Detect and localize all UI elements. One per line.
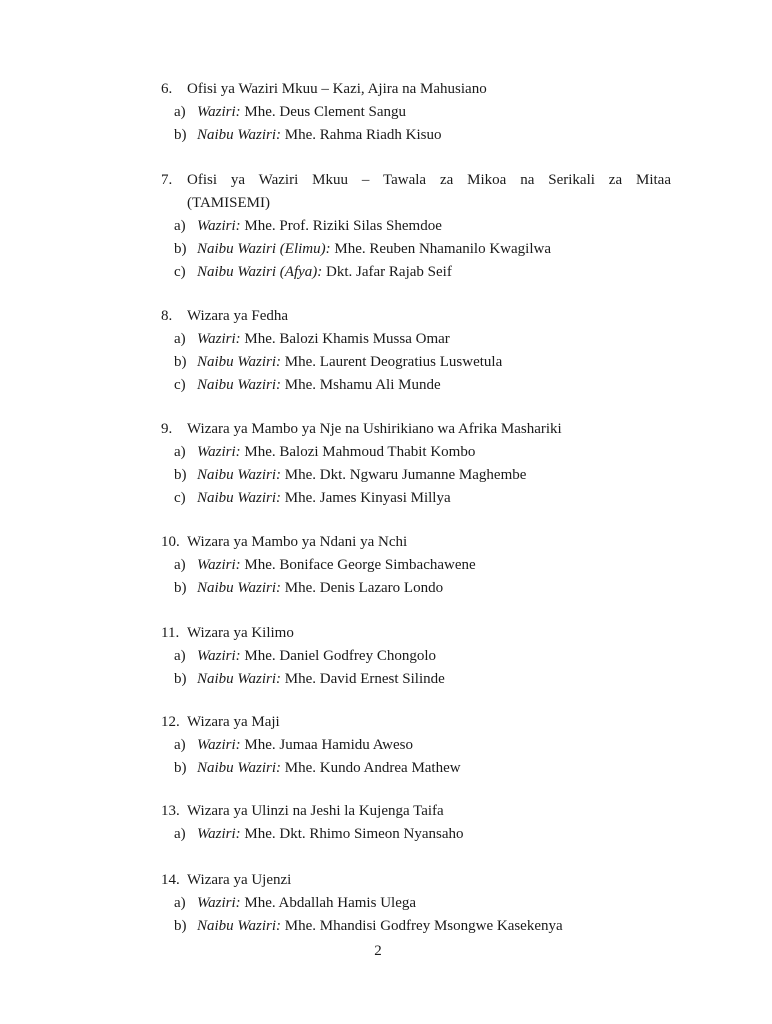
list-item [161, 238, 671, 261]
item-name: Mhe. Deus Clement Sangu [244, 104, 407, 120]
appointee-list [161, 101, 671, 147]
section-number: 13. [161, 803, 180, 819]
item-role: Waziri: [197, 104, 241, 120]
section-number: 14. [161, 872, 180, 888]
item-role: Naibu Waziri: [197, 127, 282, 143]
list-item [161, 261, 671, 284]
item-name: Mhe. Mhandisi Godfrey Msongwe Kasekenya [284, 918, 563, 934]
item-name: Mhe. James Kinyasi Millya [284, 490, 451, 506]
item-role: Naibu Waziri: [197, 918, 282, 934]
list-item [161, 351, 671, 374]
section-title: Wizara ya Fedha [187, 308, 289, 324]
section-heading [161, 78, 671, 101]
list-item [161, 101, 671, 124]
item-letter: c) [174, 377, 186, 393]
item-name: Mhe. Mshamu Ali Munde [284, 377, 441, 393]
item-name: Mhe. Daniel Godfrey Chongolo [244, 648, 437, 664]
list-item [161, 487, 671, 510]
item-role: Naibu Waziri: [197, 490, 282, 506]
item-role: Naibu Waziri: [197, 671, 282, 687]
section-title-wrapper [187, 169, 671, 215]
item-role: Naibu Waziri: [197, 580, 282, 596]
section-6 [161, 78, 671, 147]
list-item [161, 892, 671, 915]
item-name: Mhe. Balozi Mahmoud Thabit Kombo [244, 444, 476, 460]
section-title: Wizara ya Kilimo [187, 625, 294, 641]
item-role: Naibu Waziri (Afya): [197, 264, 323, 280]
item-name: Mhe. Laurent Deogratius Luswetula [284, 354, 503, 370]
item-name: Mhe. Jumaa Hamidu Aweso [244, 737, 413, 753]
list-item [161, 915, 671, 938]
item-role: Waziri: [197, 218, 241, 234]
list-item [161, 577, 671, 600]
section-title-line2: (TAMISEMI) [187, 195, 270, 211]
section-title: Wizara ya Ujenzi [187, 872, 292, 888]
section-title: Wizara ya Mambo ya Ndani ya Nchi [187, 534, 408, 550]
section-number: 11. [161, 625, 180, 641]
section-title: Ofisi ya Waziri Mkuu – Tawala za Mikoa na Serikali za Mitaa [187, 172, 671, 188]
item-letter: a) [174, 648, 186, 664]
appointee-list [161, 823, 671, 846]
list-item [161, 554, 671, 577]
list-item [161, 668, 671, 691]
section-number: 9. [161, 421, 173, 437]
item-role: Naibu Waziri (Elimu): [197, 241, 331, 257]
list-item [161, 441, 671, 464]
appointee-list [161, 734, 671, 780]
item-letter: a) [174, 104, 186, 120]
item-name: Mhe. Balozi Khamis Mussa Omar [244, 331, 450, 347]
item-name: Mhe. Boniface George Simbachawene [244, 557, 476, 573]
item-name: Mhe. Denis Lazaro Londo [284, 580, 444, 596]
section-heading [161, 305, 671, 328]
item-role: Waziri: [197, 895, 241, 911]
section-13 [161, 800, 671, 846]
appointee-list [161, 554, 671, 600]
section-number: 6. [161, 81, 173, 97]
item-role: Waziri: [197, 557, 241, 573]
item-name: Mhe. Kundo Andrea Mathew [284, 760, 461, 776]
item-letter: b) [174, 918, 187, 934]
section-heading [161, 711, 671, 734]
item-role: Waziri: [197, 331, 241, 347]
item-letter: a) [174, 557, 186, 573]
item-letter: b) [174, 580, 187, 596]
section-heading [161, 418, 671, 441]
section-title: Wizara ya Ulinzi na Jeshi la Kujenga Taifa [187, 803, 444, 819]
list-item [161, 124, 671, 147]
item-letter: a) [174, 218, 186, 234]
section-8 [161, 305, 671, 397]
item-name: Mhe. Dkt. Ngwaru Jumanne Maghembe [284, 467, 527, 483]
section-number: 7. [161, 172, 173, 188]
appointee-list [161, 441, 671, 510]
section-title: Wizara ya Mambo ya Nje na Ushirikiano wa Afrika Mashariki [187, 421, 562, 437]
item-name: Mhe. Dkt. Rhimo Simeon Nyansaho [244, 826, 464, 842]
list-item [161, 464, 671, 487]
section-number: 10. [161, 534, 180, 550]
item-letter: c) [174, 264, 186, 280]
section-heading [161, 622, 671, 645]
item-name: Mhe. Abdallah Hamis Ulega [244, 895, 417, 911]
section-title: Ofisi ya Waziri Mkuu – Kazi, Ajira na Mahusiano [187, 81, 487, 97]
section-10 [161, 531, 671, 600]
list-item [161, 757, 671, 780]
appointee-list [161, 215, 671, 284]
item-letter: b) [174, 127, 187, 143]
appointee-list [161, 328, 671, 397]
item-name: Mhe. Prof. Riziki Silas Shemdoe [244, 218, 442, 234]
item-name: Mhe. Reuben Nhamanilo Kwagilwa [334, 241, 551, 257]
item-letter: a) [174, 444, 186, 460]
item-letter: b) [174, 760, 187, 776]
item-name: Mhe. Rahma Riadh Kisuo [284, 127, 442, 143]
section-14 [161, 869, 671, 938]
item-role: Naibu Waziri: [197, 377, 282, 393]
section-heading [161, 169, 671, 215]
section-heading [161, 869, 671, 892]
item-role: Naibu Waziri: [197, 760, 282, 776]
item-letter: a) [174, 737, 186, 753]
list-item [161, 734, 671, 757]
section-7 [161, 169, 671, 284]
section-11 [161, 622, 671, 691]
item-role: Naibu Waziri: [197, 354, 282, 370]
item-role: Waziri: [197, 826, 241, 842]
item-letter: b) [174, 467, 187, 483]
item-letter: b) [174, 671, 187, 687]
list-item [161, 328, 671, 351]
list-item [161, 374, 671, 397]
section-heading [161, 531, 671, 554]
appointee-list [161, 645, 671, 691]
item-name: Mhe. David Ernest Silinde [284, 671, 445, 687]
item-letter: a) [174, 331, 186, 347]
item-role: Waziri: [197, 648, 241, 664]
section-12 [161, 711, 671, 780]
list-item [161, 823, 671, 846]
item-role: Waziri: [197, 737, 241, 753]
item-role: Waziri: [197, 444, 241, 460]
item-letter: a) [174, 895, 186, 911]
section-number: 12. [161, 714, 180, 730]
item-letter: b) [174, 354, 187, 370]
section-title: Wizara ya Maji [187, 714, 280, 730]
item-letter: a) [174, 826, 186, 842]
list-item [161, 215, 671, 238]
item-letter: b) [174, 241, 187, 257]
page-number: 2 [374, 943, 382, 959]
item-role: Naibu Waziri: [197, 467, 282, 483]
section-heading [161, 800, 671, 823]
item-name: Dkt. Jafar Rajab Seif [326, 264, 452, 280]
section-number: 8. [161, 308, 173, 324]
section-9 [161, 418, 671, 510]
list-item [161, 645, 671, 668]
item-letter: c) [174, 490, 186, 506]
appointee-list [161, 892, 671, 938]
